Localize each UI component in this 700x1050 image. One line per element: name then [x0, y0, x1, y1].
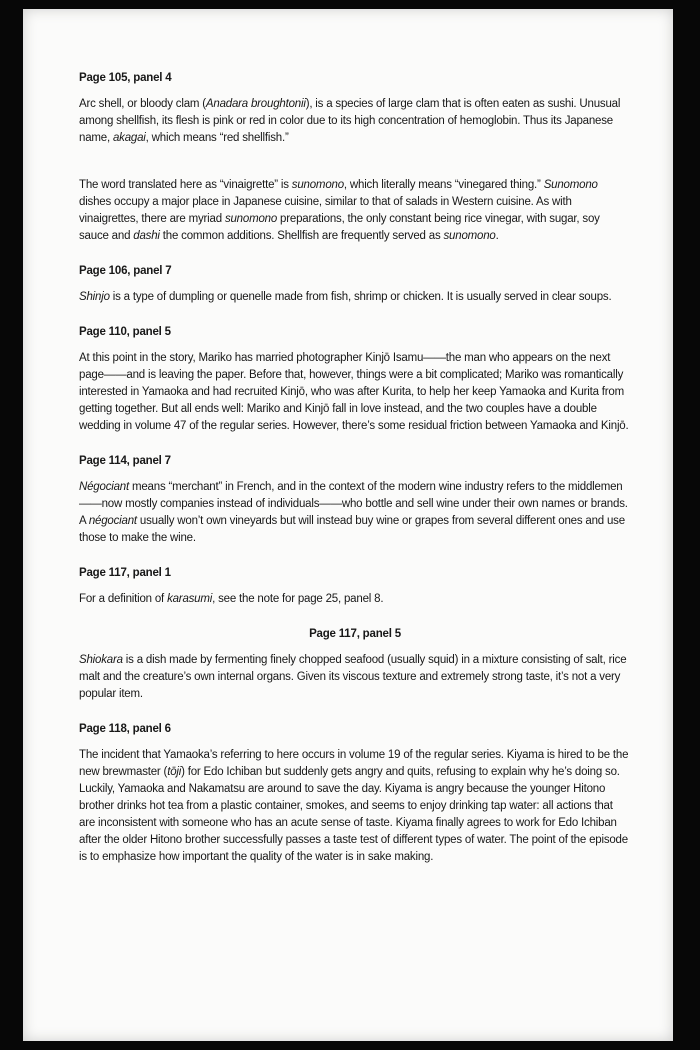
italic-term: akagai — [112, 132, 146, 144]
note-section — [79, 453, 631, 547]
italic-term: sunomono — [291, 179, 344, 191]
section-paragraph — [79, 96, 631, 147]
section-heading: Page 105, panel 4 — [79, 72, 172, 84]
text-run: means “merchant” in French, and in the context of the modern wine industry refers to the middlemen——now mostly companies instead of individuals——who bottle and sell wine under their own names or brands. A — [79, 481, 628, 527]
section-paragraph — [79, 591, 631, 608]
note-section — [79, 721, 631, 866]
text-run: ), is a species of large clam that is often eaten as sushi. Unusual among shellfish, its flesh is pink or red in color due to its high concentration of hemoglobin. Thus its Japanese name, — [79, 98, 621, 144]
note-section — [79, 70, 631, 245]
note-section — [79, 565, 631, 608]
section-heading: Page 106, panel 7 — [79, 265, 172, 277]
text-run: For a definition of — [79, 593, 168, 605]
text-run: The word translated here as “vinaigrette” is — [79, 179, 292, 191]
italic-term: Anadara broughtonii — [205, 98, 306, 110]
text-run: , see the note for page 25, panel 8. — [212, 593, 384, 605]
note-section — [79, 626, 631, 703]
section-paragraph — [79, 350, 631, 435]
section-paragraph — [79, 177, 631, 245]
italic-term: karasumi — [167, 593, 213, 605]
italic-term: Sunomono — [543, 179, 598, 191]
text-run: . — [495, 230, 499, 242]
section-paragraph — [79, 289, 631, 306]
italic-term: Négociant — [79, 481, 129, 493]
text-run: dishes occupy a major place in Japanese cuisine, similar to that of salads in Western cuisine. As with vinaigrettes, there are myriad — [79, 196, 572, 225]
notes-page — [23, 9, 673, 1041]
italic-term: Shinjo — [79, 291, 110, 303]
text-run: usually won’t own vineyards but will instead buy wine or grapes from several different ones and use those to make the wine. — [79, 515, 625, 544]
text-run: ) for Edo Ichiban but suddenly gets angry and quits, refusing to explain why he’s doing so. Luckily, Yamaoka and Nakamatsu are around to save the day. Kiyama is angry because the younger Hitono brother drinks hot tea from a plastic container, smokes, and seems to enjoy drinking tap water: all actions that are inconsistent with someone who has an acute sense of taste. Kiyama finally agrees to work for Edo Ichiban after the older Hitono brother successfully passes a taste test of different types of water. The point of the episode is to emphasize how important the quality of the water is in sake making. — [79, 766, 628, 863]
italic-term: Shiokara — [79, 654, 123, 666]
section-heading: Page 117, panel 1 — [79, 567, 171, 579]
section-paragraph — [79, 747, 631, 866]
text-run: is a type of dumpling or quenelle made from fish, shrimp or chicken. It is usually served in clear soups. — [109, 291, 612, 303]
text-run: , which literally means “vinegared thing.” — [343, 179, 544, 191]
italic-term: sunomono — [443, 230, 496, 242]
italic-term: tōji — [167, 766, 182, 778]
text-run: is a dish made by fermenting finely chopped seafood (usually squid) in a mixture consisting of salt, rice malt and the creature’s own internal organs. Given its viscous texture and extremely strong taste, it’s not a very popular item. — [79, 654, 627, 700]
text-run: Arc shell, or bloody clam ( — [79, 98, 206, 110]
note-section — [79, 263, 631, 306]
text-run: the common additions. Shellfish are frequently served as — [159, 230, 444, 242]
section-heading: Page 118, panel 6 — [79, 723, 171, 735]
section-heading: Page 117, panel 5 — [309, 628, 401, 640]
note-section — [79, 324, 631, 435]
section-heading: Page 110, panel 5 — [79, 326, 171, 338]
italic-term: dashi — [133, 230, 160, 242]
italic-term: négociant — [88, 515, 137, 527]
text-run: The incident that Yamaoka’s referring to here occurs in volume 19 of the regular series. Kiyama is hired to be the new brewmaster ( — [79, 749, 629, 778]
text-run: preparations, the only constant being rice vinegar, with sugar, soy sauce and — [79, 213, 600, 242]
section-paragraph — [79, 652, 631, 703]
text-run: At this point in the story, Mariko has married photographer Kinjō Isamu——the man who appears on the next page——and is leaving the paper. Before that, however, things were a bit complicated; Mariko was romantically interested in Yamaoka and had recruited Kinjō, who was after Kurita, to help her keep Yamaoka and Kurita from getting together. But all ends well: Mariko and Kinjō fall in love instead, and the two couples have a double wedding in volume 47 of the regular series. However, there’s some residual friction between Yamaoka and Kinjō. — [79, 352, 629, 432]
section-paragraph — [79, 479, 631, 547]
section-heading: Page 114, panel 7 — [79, 455, 171, 467]
italic-term: sunomono — [224, 213, 278, 225]
text-run: , which means “red shellfish.” — [145, 132, 289, 144]
